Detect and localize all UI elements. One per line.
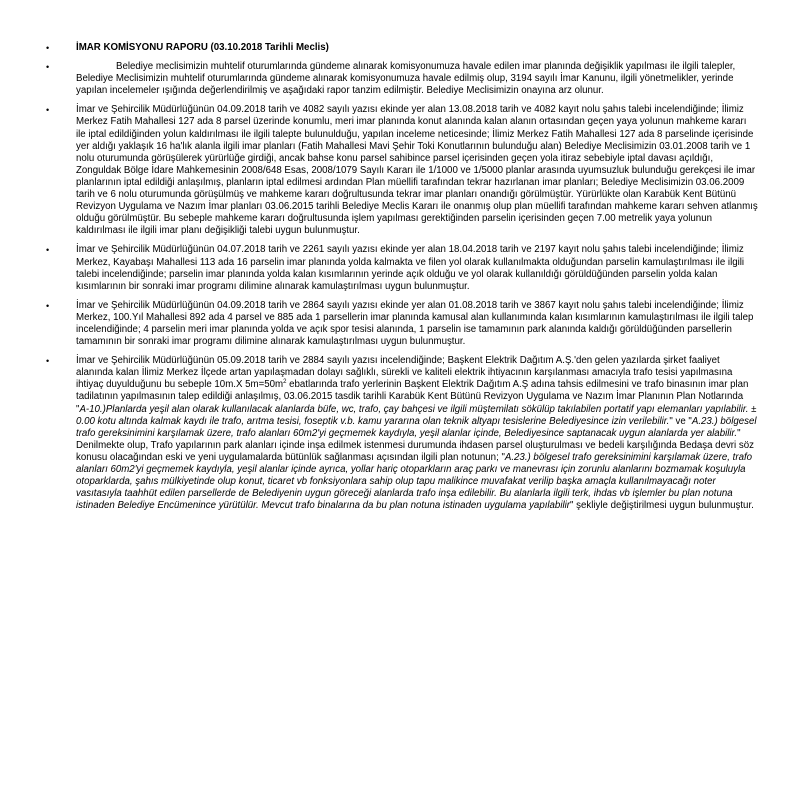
list-item-4 — [46, 355, 758, 512]
item-4-text-part1: İmar ve Şehircilik Müdürlüğünün 05.09.2018 tarih ve 2884 sayılı yazısı incelendiğinde; Başkent Elektrik Dağıtım A.Ş.'den gelen yazılarda şirket faaliyet alanında kalan İlimiz Merkez İlçede artan yapılaşmadan dolayı sağlıklı, sürekli ve kaliteli elektrik ihtiyacının karşılanması amacıyla trafo tesisi yapılmasına ihtiyaç duyulduğunu bu sebeple 10m.X 5m=50m — [76, 355, 733, 391]
report-title: İMAR KOMİSYONU RAPORU (03.10.2018 Tarihli Meclis) — [76, 42, 329, 53]
bullet: • — [46, 105, 50, 116]
item-4-text-part5: " şekliyle değiştirilmesi uygun bulunmuştur. — [570, 500, 754, 512]
bullet: • — [46, 62, 50, 73]
list-item-intro — [46, 61, 758, 97]
list-item-2 — [46, 244, 758, 292]
bullet: • — [46, 300, 50, 311]
list-item-title — [46, 42, 758, 54]
item-4-text-part2: ebatlarında trafo yerlerinin Başkent Elektrik Dağıtım A.Ş adına tahsis edilmesini ve trafo binasının imar plan tadilatının yapılmasının talep edildiği anlaşılmış, 03.06.2015 tasdik tarihli Karabük Kent Bütünü Revizyon Uygulama ve Nazım İmar Planının Plan Notlarında " — [76, 379, 749, 415]
plan-note-a23-old: A.23.) bölgesel trafo gereksinimini karşılamak üzere, trafo alanları 60m2'yi geçmemek kaydıyla, yeşil alanlar içinde, Belediyesince saptanacak uygun alanlarda yer alabilir. — [76, 415, 757, 439]
plan-note-a23-new: A.23.) bölgesel trafo gereksinimini karşılamak üzere, trafo alanları 60m2'yi geçmemek kaydıyla, yeşil alanlar içinde ayrıca, yollar hariç otoparkların araç parkı ve manevrası için zorunlu alanlarını bozmamak koşuluyla otoparklarda, şahıs mülkiyetinde olup konut, ticaret vb fonksiyonlara sahip olup tapu malikince muvafakat verilip başka amaçla kullanılmayacağı noter vasıtasıyla taahhüt edilen parsellerde de Belediyenin uygun göreceği alanlarda trafo inşa edilebilir. Bu alanlarla ilgili terk, ihdas vb işlemler bu plan notuna istinaden Belediye Encümenince yürütülür. Mevcut trafo binalarına da bu plan notuna istinaden uygulama yapılabilir — [76, 451, 753, 512]
item-3-text: İmar ve Şehircilik Müdürlüğünün 04.09.2018 tarih ve 2864 sayılı yazısı ekinde yer alan 01.08.2018 tarih ve 3867 kayıt nolu şahıs talebi incelendiğinde; İlimiz Merkez, 100.Yıl Mahallesi 892 ada 4 parsel ve 885 ada 1 parsellerin imar planında kamusal alan kullanımında kalan kısımlarının kamulaştırılması ile ilgili talep incelendiğinde; 4 parselin meri imar planında yolda ve açık spor tesisi alanında, 1 parselin ise tamamının park alanında kaldığı görüldüğünden parsellerin tamamının bir sonraki imar programı dilimine alınarak kamulaştırılması uygun bulunmuştur. — [76, 299, 754, 348]
item-4-text-part3: " ve " — [669, 415, 692, 427]
item-1-text: İmar ve Şehircilik Müdürlüğünün 04.09.2018 tarih ve 4082 sayılı yazısı ekinde yer alan 13.08.2018 tarih ve 4082 kayıt nolu şahıs talebi incelendiğinde; İlimiz Merkez Fatih Mahallesi 127 ada 8 parsel üzerinde konumlu, meri imar planında konut alanında kalan alanın ortasından geçen yaya yolunun mahkeme kararı ile iptal edildiğinden yolun kaldırılması ile ilgili talepte bulunulduğu, yapılan inceleme neticesinde; İlimiz Merkez Fatih Mahallesi 127 ada 8 parselinde içerisinde yer aldığı yaklaşık 16 ha'lık alanla ilgili imar planları (Fatih Mahallesi Mavi Şehir Toki Konutlarının bulunduğu alan) Belediye Meclisimizin 03.01.2008 tarih ve 1 nolu oturumunda görüşülerek yürürlüğe girdiği, ancak bahse konu parsel sahibince parsel içerisinden geçen yola itiraz sebebiyle iptal davası açıldığı, Zonguldak Bölge İdare Mahkemesinin 2008/648 Esas, 2008/1079 Sayılı Kararı ile 1/1000 ve 1/5000 planlar arasında uyumsuzluk bulunduğu gerekçesi ile imar planlarının iptal edildiği anlaşılmış, planların iptal edilmesi ardından Plan müellifi tarafından tekrar hazırlanan imar planları; Belediye Meclisimizin 03.06.2009 tarih ve 6 nolu oturumunda görüşülmüş ve mahkeme kararı doğrultusunda tekrar imar planları onandığı görülmüştür. Yürürlükte olan Karabük Kent Bütünü Revizyon Uygulama ve Nazım İmar planları 03.06.2015 tarihli Belediye Meclis Kararı ile onanmış olup plan müellifi tarafından mahkeme kararı sehven atlanmış olduğu görülmüştür. Bu sebeple mahkeme kararı doğrultusunda işlem yapılması gerektiğinden parselin içerisinden geçen 7.00 metrelik yaya yolunun kaldırılması ile ilgili imar planı değişikliği talebi uygun bulunmuştur. — [76, 104, 758, 237]
bullet: • — [46, 245, 50, 256]
item-2-text: İmar ve Şehircilik Müdürlüğünün 04.07.2018 tarih ve 2261 sayılı yazısı ekinde yer alan 18.04.2018 tarih ve 2197 kayıt nolu şahıs talebi incelendiğinde; İlimiz Merkez, Kayabaşı Mahallesi 113 ada 16 parselin imar planında yolda kalmakta ve filen yol olarak kullanılmakta olduğundan parselin kamulaştırılması ile ilgili talebi incelendiğinde; parselin imar planında yolda kalan kısımlarının yerinde açık olduğu ve yol olarak kullanıldığı görüldüğünden parselin yolda kalan kısımlarının bir sonraki imar programı dilimine alınarak kamulaştırılması uygun bulunmuştur. — [76, 244, 745, 292]
intro-paragraph: Belediye meclisimizin muhtelif oturumlarında gündeme alınarak komisyonumuza havale edilen imar planında değişiklik yapılması ile ilgili talepler, Belediye Meclisimizin muhtelif oturumlarında gündeme alınarak komisyonumuza havale edilmiş olup, 3194 sayılı İmar Kanunu, ilgili yönetmelikler, yerinde yapılan incelemeler ışığında değerlendirilmiş ve aşağıdaki rapor tanzim edilmiştir. Belediye Meclisimizin onayına arz olunur. — [76, 61, 736, 97]
bullet: • — [46, 43, 50, 53]
list-item-3 — [46, 300, 758, 348]
plan-note-a10: A-10.)Planlarda yeşil alan olarak kullanılacak alanlarda büfe, wc, trafo, çay bahçesi ve ilgili müştemilatı sökülüp takılabilen portatif yapı elemanları yapılabilir. ± 0.00 kotu altında kalmak kaydı ile trafo, arıtma tesisi, foseptik v.b. kamu yararına olan teknik altyapı tesislerine Belediyesince izin verilebilir. — [76, 403, 757, 427]
item-4-text-part4: " Denilmekte olup, Trafo yapılarının park alanları içinde inşa edilmek istenmesi durumunda ihdasen parsel oluşturulması ve bedeli karşılığında Bedaşa devri söz konusu olacağından eski ve yeni uygulamalarda bütünlük sağlanması açısından ilgili plan notunun; " — [76, 427, 754, 463]
bullet: • — [46, 356, 50, 367]
superscript-2: 2 — [283, 379, 287, 386]
report-list — [46, 42, 758, 519]
list-item-1 — [46, 104, 758, 237]
